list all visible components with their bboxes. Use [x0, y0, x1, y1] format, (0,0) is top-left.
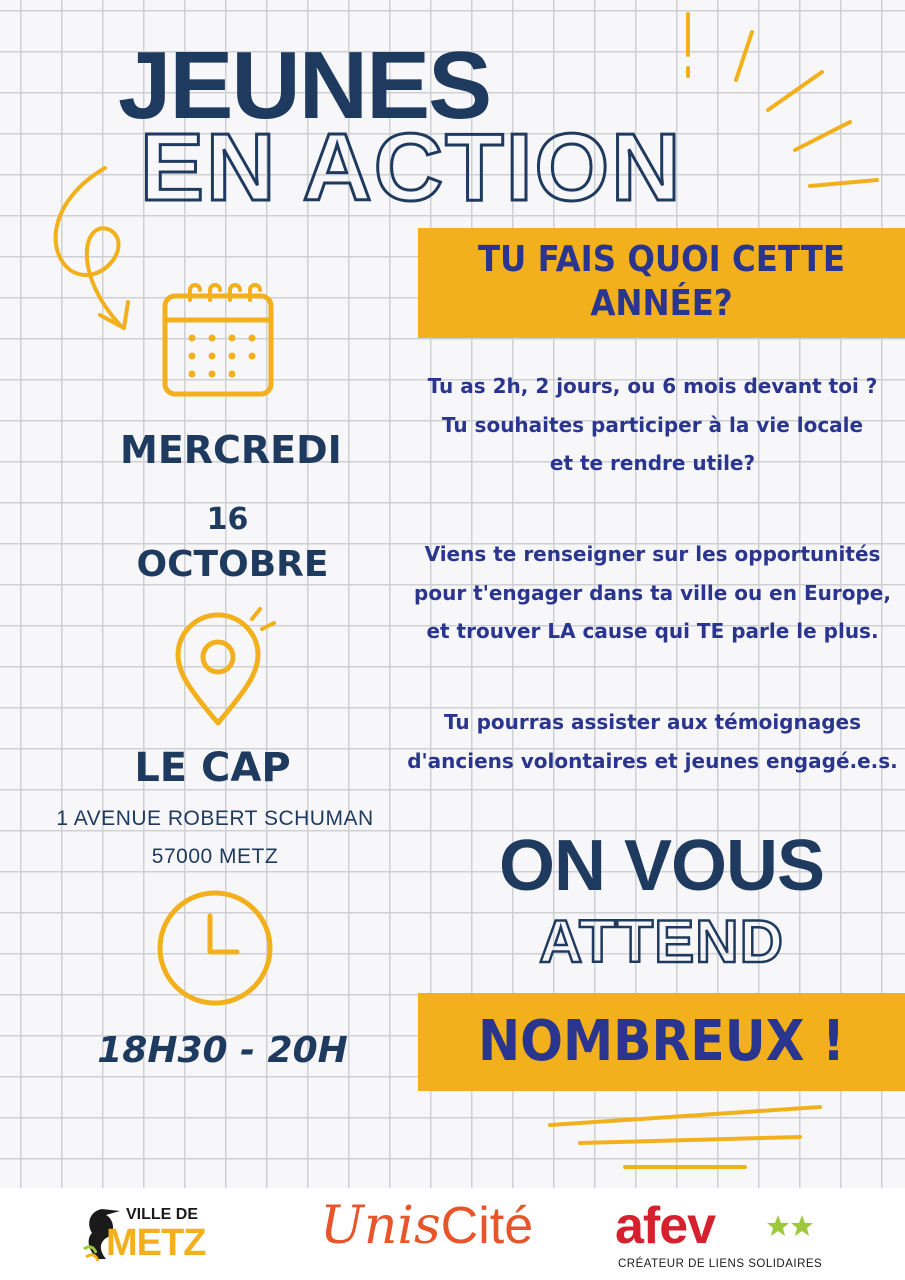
- bottom-rays-icon: [530, 1095, 830, 1190]
- afev-stars-icon: [766, 1214, 814, 1240]
- uniscite-logo: [320, 1196, 533, 1256]
- closing-line2: ATTEND: [539, 908, 784, 975]
- uniscite-logo-a: Unis: [320, 1196, 441, 1256]
- paragraph-3-line2: d'anciens volontaires et jeunes engagé.e.s.: [407, 748, 898, 773]
- event-time: 18H30 - 20H: [97, 1030, 348, 1071]
- paragraph-1: [400, 367, 905, 483]
- paragraph-1-line1: Tu as 2h, 2 jours, ou 6 mois devant toi ?: [427, 374, 878, 398]
- sparkle-rays-icon: [670, 0, 905, 200]
- curved-arrow-icon: [30, 160, 150, 340]
- title-line2: EN ACTION: [140, 114, 683, 221]
- afev-logo: afev: [615, 1197, 716, 1255]
- headline-line2: ANNÉE?: [590, 283, 733, 324]
- closing-line3: NOMBREUX !: [477, 1009, 845, 1074]
- metz-logo-top: VILLE DE: [126, 1206, 199, 1223]
- paragraph-3-line1: Tu pourras assister aux témoignages: [443, 710, 862, 734]
- calendar-icon: [160, 280, 278, 402]
- event-date-month: OCTOBRE: [136, 544, 329, 585]
- event-address-line1: 1 AVENUE ROBERT SCHUMAN: [56, 807, 374, 830]
- paragraph-2-line2: pour t'engager dans ta ville ou en Europe,: [414, 580, 891, 605]
- event-date-day: 16: [206, 502, 249, 537]
- paragraph-2: [400, 535, 905, 651]
- metz-logo-main: METZ: [106, 1222, 206, 1264]
- paragraph-2-line3: et trouver LA cause qui TE parle le plus.: [426, 619, 879, 643]
- location-pin-icon: [170, 605, 280, 735]
- paragraph-1-line2: Tu souhaites participer à la vie locale: [441, 412, 864, 437]
- paragraph-1-line3: et te rendre utile?: [549, 451, 756, 475]
- event-address-line2: 57000 METZ: [151, 845, 279, 868]
- headline-line1: TU FAIS QUOI CETTE: [477, 239, 846, 280]
- paragraph-3: [400, 703, 905, 780]
- clock-icon: [155, 888, 275, 1008]
- closing-line1: ON VOUS: [498, 826, 825, 906]
- uniscite-logo-b: Cité: [440, 1197, 534, 1255]
- event-day: MERCREDI: [120, 428, 342, 472]
- paragraph-2-line1: Viens te renseigner sur les opportunités: [424, 542, 881, 566]
- headline-banner: [418, 228, 905, 338]
- closing-banner: [418, 993, 905, 1091]
- afev-tagline: CRÉATEUR DE LIENS SOLIDAIRES: [618, 1258, 823, 1270]
- event-venue: LE CAP: [134, 745, 291, 791]
- title-line1: JEUNES: [118, 32, 491, 139]
